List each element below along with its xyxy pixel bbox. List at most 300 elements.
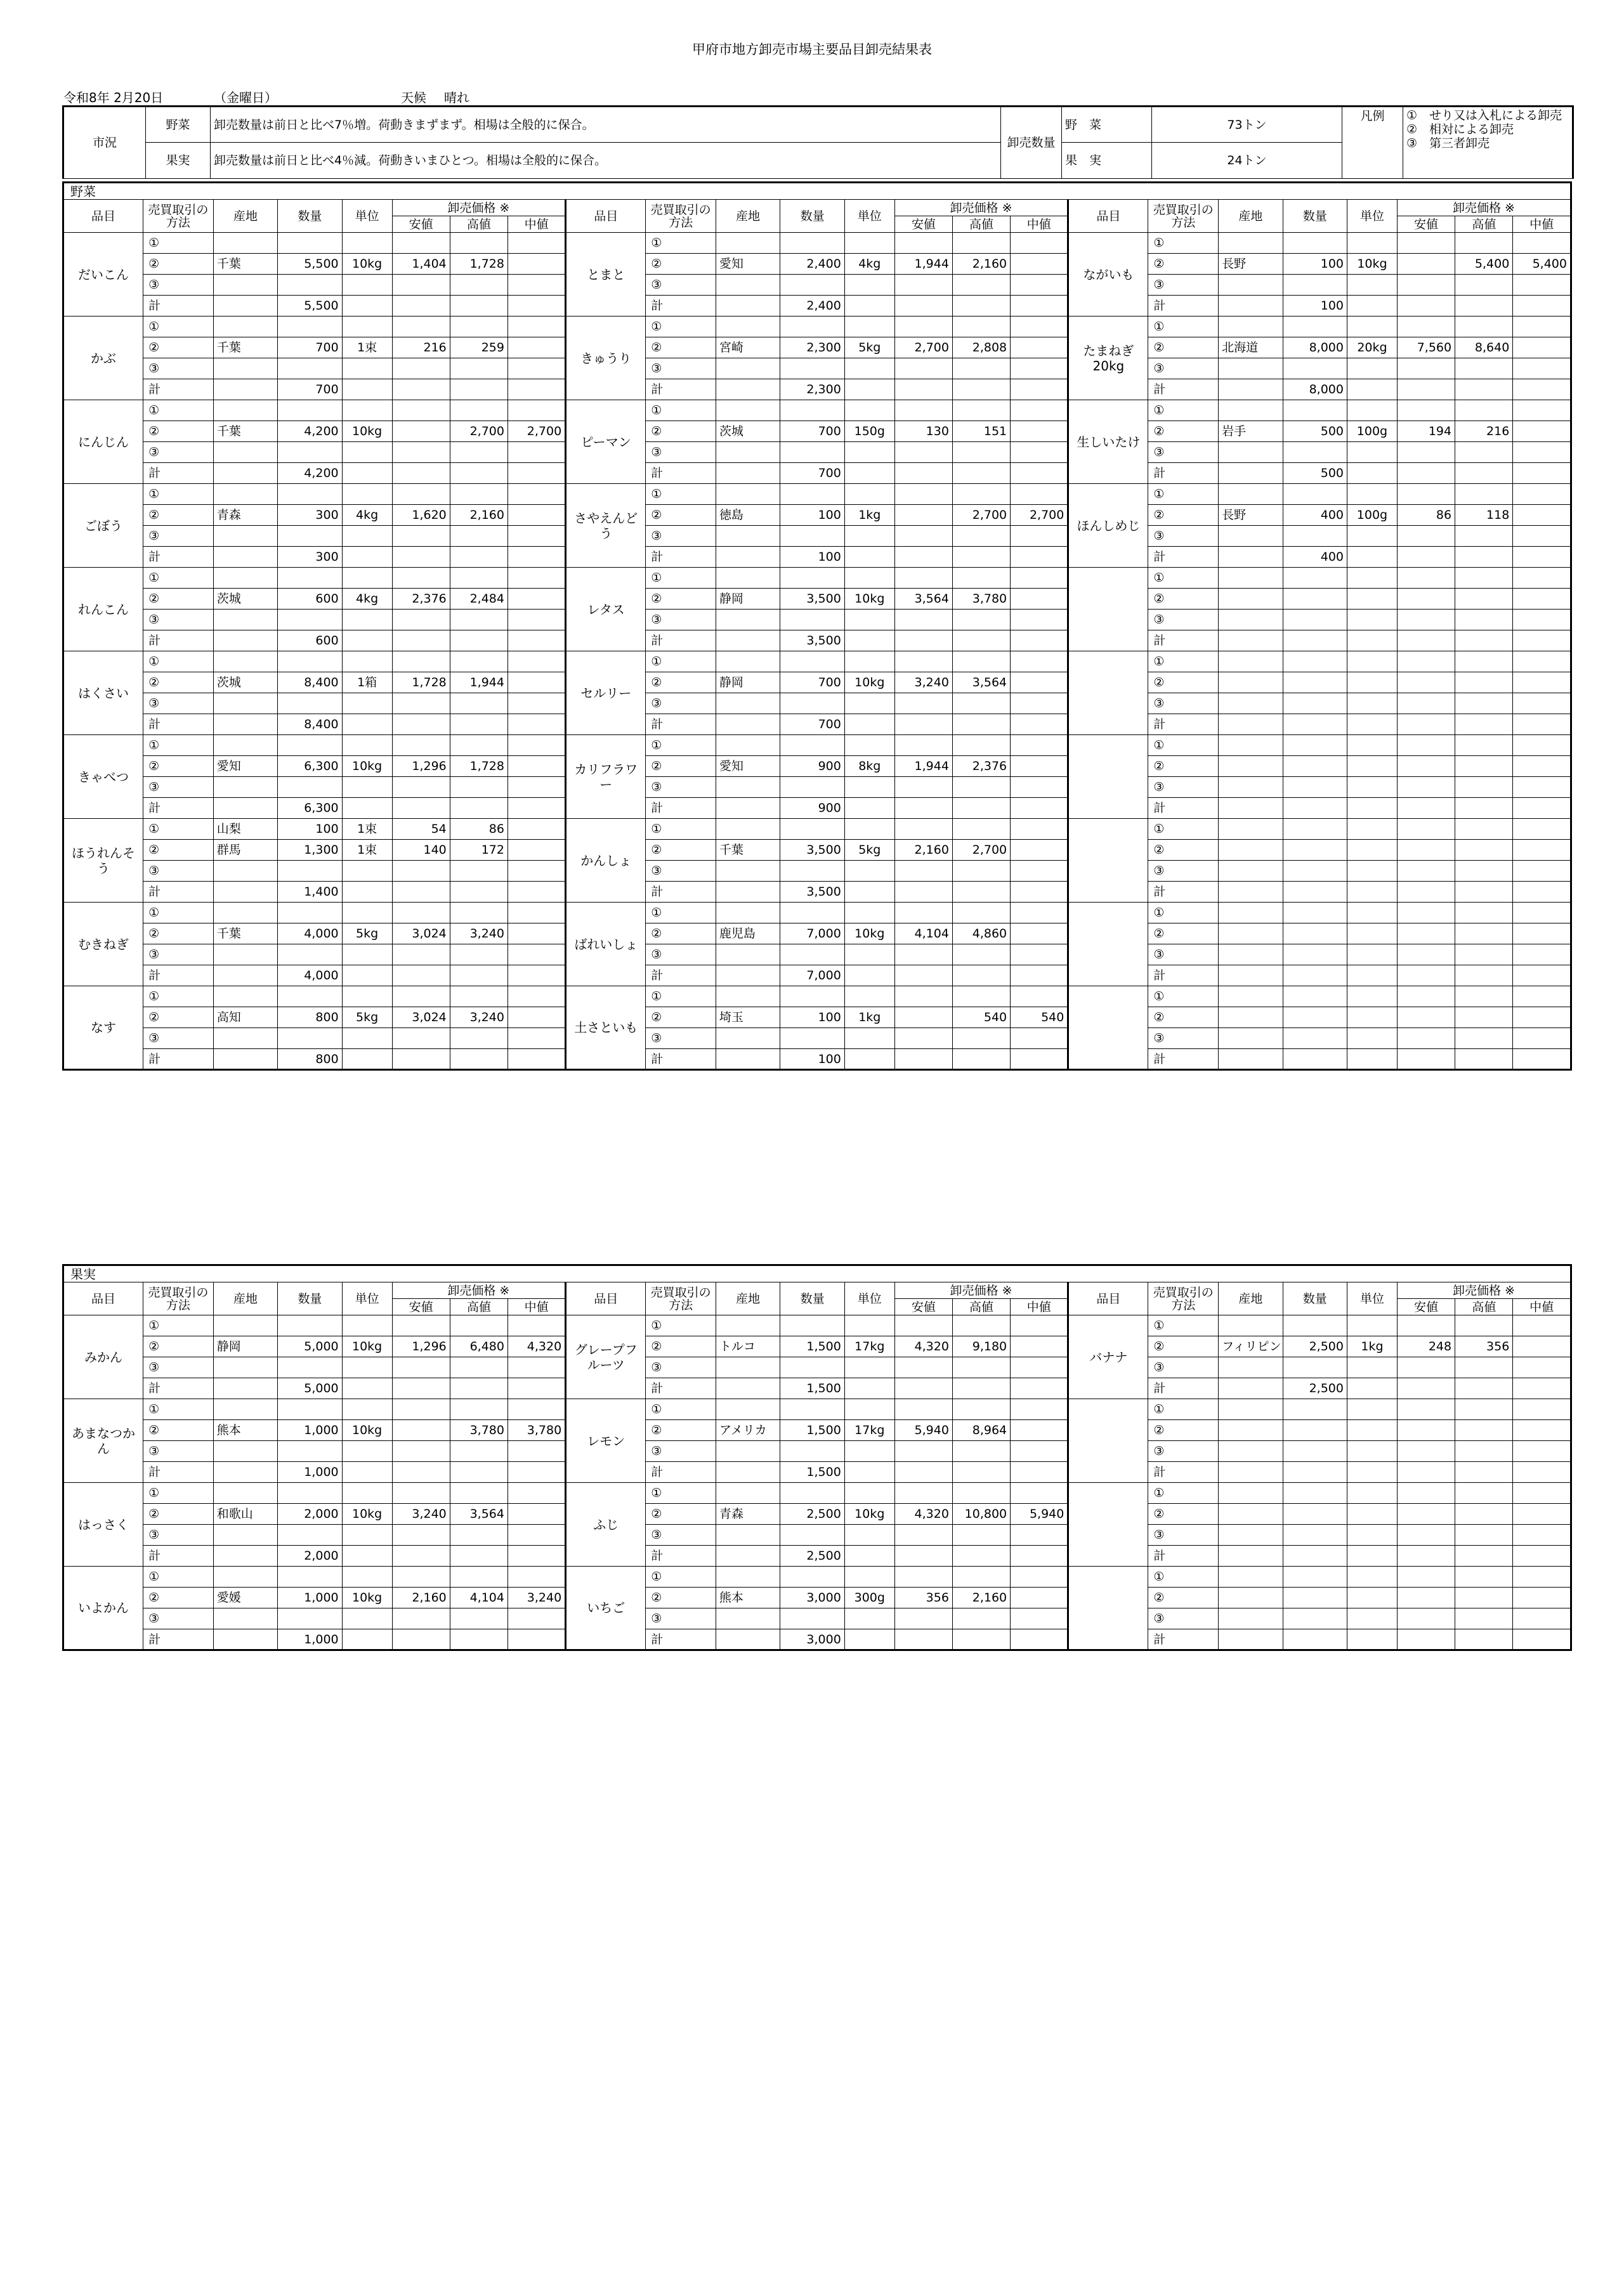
cell-origin: [1219, 296, 1283, 316]
method-marker: ③: [1148, 1441, 1219, 1462]
method-marker: ③: [143, 442, 214, 463]
cell-low: [894, 316, 952, 337]
cell-high: [952, 526, 1010, 547]
cell-low: 3,024: [392, 923, 450, 944]
cell-low: 1,404: [392, 254, 450, 275]
method-marker: 計: [143, 965, 214, 986]
qty-fruit-value: 24トン: [1152, 143, 1342, 179]
cell-high: [450, 965, 508, 986]
method-marker: 計: [646, 965, 716, 986]
cell-mid: [1011, 1629, 1068, 1650]
method-marker: ②: [646, 840, 716, 861]
method-marker: ①: [646, 986, 716, 1007]
veg-section-label: 野菜: [63, 183, 1571, 200]
col-header-mid: 中値: [508, 216, 565, 233]
cell-origin: 山梨: [213, 819, 277, 840]
cell-origin: [716, 1378, 780, 1399]
method-marker: ③: [143, 693, 214, 714]
cell-origin: [716, 547, 780, 568]
cell-origin: [213, 1608, 277, 1629]
cell-mid: [508, 798, 565, 819]
cell-high: [952, 1378, 1010, 1399]
cell-mid: [1513, 233, 1571, 254]
cell-high: [1455, 1608, 1513, 1629]
cell-high: 3,780: [952, 589, 1010, 610]
cell-qty: [1283, 735, 1347, 756]
cell-unit: [844, 1462, 894, 1483]
cell-mid: [1011, 651, 1068, 672]
cell-low: 4,104: [894, 923, 952, 944]
cell-high: 2,160: [952, 254, 1010, 275]
cell-high: [1455, 1378, 1513, 1399]
col-header-qty: 数量: [1283, 1282, 1347, 1315]
cell-mid: [1513, 882, 1571, 903]
cell-high: [952, 610, 1010, 630]
cell-high: [1455, 923, 1513, 944]
cell-low: [392, 358, 450, 379]
cell-high: [1455, 568, 1513, 589]
cell-qty: 3,500: [780, 630, 844, 651]
col-header-low: 安値: [894, 1299, 952, 1315]
cell-qty: 7,000: [780, 965, 844, 986]
table-row: [63, 1378, 1571, 1399]
col-header-qty: 数量: [780, 200, 844, 233]
table-row: [63, 463, 1571, 484]
cell-unit: [844, 1441, 894, 1462]
table-row: [63, 1399, 1571, 1420]
method-marker: 計: [1148, 1049, 1219, 1070]
method-marker: ③: [1148, 777, 1219, 798]
cell-mid: [508, 296, 565, 316]
cell-unit: 1kg: [844, 1007, 894, 1028]
method-marker: ②: [646, 337, 716, 358]
cell-low: [894, 903, 952, 923]
item-name: たまねぎ20kg: [1068, 316, 1148, 400]
cell-qty: 6,300: [278, 798, 342, 819]
cell-origin: [1219, 1420, 1283, 1441]
item-name: レタス: [566, 568, 646, 651]
cell-mid: [508, 1378, 565, 1399]
cell-qty: [1283, 1504, 1347, 1525]
cell-qty: 400: [1283, 547, 1347, 568]
col-header-price: 卸売価格 ※: [894, 200, 1068, 216]
cell-qty: [780, 1028, 844, 1049]
cell-mid: [1513, 819, 1571, 840]
method-marker: ②: [646, 254, 716, 275]
table-row: [63, 840, 1571, 861]
method-marker: ②: [1148, 840, 1219, 861]
cell-origin: [213, 1483, 277, 1504]
cell-qty: [278, 861, 342, 882]
cell-high: [1455, 672, 1513, 693]
cell-low: [392, 463, 450, 484]
cell-origin: [1219, 986, 1283, 1007]
cell-high: [450, 714, 508, 735]
method-marker: 計: [646, 1462, 716, 1483]
cell-mid: [1011, 840, 1068, 861]
cell-mid: [508, 986, 565, 1007]
cell-mid: [1513, 589, 1571, 610]
cell-mid: [1513, 672, 1571, 693]
cell-high: [450, 1525, 508, 1546]
cell-unit: [1347, 610, 1398, 630]
cell-mid: [1011, 986, 1068, 1007]
cell-high: [450, 568, 508, 589]
cell-mid: [508, 254, 565, 275]
cell-low: [894, 1028, 952, 1049]
cell-mid: [508, 233, 565, 254]
method-marker: ①: [1148, 1483, 1219, 1504]
cell-qty: 900: [780, 798, 844, 819]
cell-mid: [1011, 965, 1068, 986]
cell-mid: [1513, 400, 1571, 421]
cell-low: [392, 1420, 450, 1441]
cell-origin: [213, 1525, 277, 1546]
legend-label: 凡例: [1342, 107, 1403, 179]
cell-high: [1455, 233, 1513, 254]
cell-mid: [1513, 840, 1571, 861]
cell-low: 248: [1397, 1336, 1455, 1357]
cell-low: [894, 735, 952, 756]
cell-qty: 600: [278, 589, 342, 610]
cell-qty: 5,500: [278, 296, 342, 316]
method-marker: ②: [1148, 1420, 1219, 1441]
cell-high: [450, 1546, 508, 1567]
cell-origin: [716, 1629, 780, 1650]
cell-mid: [508, 568, 565, 589]
cell-low: [1397, 1028, 1455, 1049]
cell-unit: [844, 651, 894, 672]
cell-qty: 500: [1283, 463, 1347, 484]
cell-qty: 3,000: [780, 1629, 844, 1650]
method-marker: ①: [1148, 651, 1219, 672]
cell-qty: [278, 442, 342, 463]
cell-high: [450, 442, 508, 463]
col-header-method: 売買取引の方法: [646, 1282, 716, 1315]
method-marker: ③: [143, 1441, 214, 1462]
cell-mid: [1513, 1007, 1571, 1028]
method-marker: 計: [1148, 1378, 1219, 1399]
cell-qty: 4,200: [278, 463, 342, 484]
wholesale-qty-label: 卸売数量: [1001, 107, 1062, 179]
cell-high: [1455, 1357, 1513, 1378]
cell-mid: [508, 840, 565, 861]
cell-low: [392, 275, 450, 296]
cell-unit: [1347, 1483, 1398, 1504]
method-marker: ③: [646, 693, 716, 714]
method-marker: 計: [143, 463, 214, 484]
cell-unit: [342, 1028, 392, 1049]
cell-low: [1397, 1007, 1455, 1028]
method-marker: ③: [1148, 1608, 1219, 1629]
cell-origin: [213, 1399, 277, 1420]
method-marker: ②: [646, 1504, 716, 1525]
cell-unit: [1347, 672, 1398, 693]
cell-high: 3,240: [450, 1007, 508, 1028]
item-name: 生しいたけ: [1068, 400, 1148, 484]
method-marker: ③: [143, 777, 214, 798]
cell-unit: [342, 1399, 392, 1420]
table-row: [63, 714, 1571, 735]
cell-low: [1397, 986, 1455, 1007]
table-row: [63, 442, 1571, 463]
cell-origin: [716, 463, 780, 484]
method-marker: ③: [1148, 1357, 1219, 1378]
cell-low: [894, 1483, 952, 1504]
cell-mid: [508, 756, 565, 777]
cell-qty: [1283, 923, 1347, 944]
cell-qty: [1283, 358, 1347, 379]
cell-qty: [780, 1357, 844, 1378]
cell-high: [952, 463, 1010, 484]
cell-qty: 8,400: [278, 672, 342, 693]
cell-low: [894, 400, 952, 421]
cell-high: [952, 693, 1010, 714]
cell-high: [952, 1028, 1010, 1049]
cell-high: 2,700: [952, 505, 1010, 526]
cell-unit: [1347, 944, 1398, 965]
cell-mid: [508, 1399, 565, 1420]
cell-qty: 2,300: [780, 379, 844, 400]
cell-qty: [1283, 568, 1347, 589]
cell-high: [1455, 1007, 1513, 1028]
method-marker: 計: [1148, 1629, 1219, 1650]
cell-mid: [1513, 1462, 1571, 1483]
cell-unit: [844, 233, 894, 254]
cell-mid: [508, 735, 565, 756]
method-marker: ②: [143, 1420, 214, 1441]
cell-unit: [844, 400, 894, 421]
cell-unit: [1347, 484, 1398, 505]
cell-mid: [508, 1357, 565, 1378]
cell-unit: [1347, 1049, 1398, 1070]
cell-unit: 10kg: [342, 756, 392, 777]
cell-unit: [342, 1608, 392, 1629]
market-fruit-text: 卸売数量は前日と比べ4％減。荷動きいまひとつ。相場は全般的に保合。: [211, 143, 1001, 179]
method-marker: ③: [1148, 1525, 1219, 1546]
cell-low: [1397, 1629, 1455, 1650]
cell-high: [450, 944, 508, 965]
cell-qty: [1283, 903, 1347, 923]
table-row: [63, 965, 1571, 986]
col-header-high: 高値: [450, 216, 508, 233]
cell-origin: [1219, 1462, 1283, 1483]
cell-qty: [1283, 1399, 1347, 1420]
cell-qty: 2,500: [780, 1504, 844, 1525]
cell-low: 4,320: [894, 1336, 952, 1357]
cell-unit: [1347, 1028, 1398, 1049]
cell-high: [450, 1441, 508, 1462]
cell-qty: [780, 1608, 844, 1629]
cell-origin: [716, 882, 780, 903]
cell-qty: 100: [780, 505, 844, 526]
cell-origin: [213, 1546, 277, 1567]
cell-high: [952, 882, 1010, 903]
method-marker: ②: [143, 756, 214, 777]
cell-low: [392, 986, 450, 1007]
cell-qty: 1,500: [780, 1462, 844, 1483]
cell-qty: [780, 1525, 844, 1546]
col-header-qty: 数量: [278, 200, 342, 233]
col-header-qty: 数量: [1283, 200, 1347, 233]
cell-high: [952, 1525, 1010, 1546]
cell-mid: [1513, 798, 1571, 819]
cell-low: [1397, 296, 1455, 316]
cell-mid: [508, 861, 565, 882]
cell-qty: [1283, 1049, 1347, 1070]
item-name: [1068, 819, 1148, 903]
cell-qty: [278, 1567, 342, 1588]
table-row: [63, 693, 1571, 714]
cell-qty: [780, 610, 844, 630]
cell-qty: [1283, 1608, 1347, 1629]
table-row: [63, 923, 1571, 944]
cell-low: [392, 1315, 450, 1336]
cell-high: [952, 316, 1010, 337]
method-marker: ②: [646, 923, 716, 944]
cell-mid: [1011, 903, 1068, 923]
cell-mid: [1513, 358, 1571, 379]
item-name: かんしょ: [566, 819, 646, 903]
cell-unit: [1347, 861, 1398, 882]
col-header-high: 高値: [1455, 216, 1513, 233]
cell-qty: [780, 400, 844, 421]
method-marker: ③: [143, 358, 214, 379]
method-marker: 計: [646, 630, 716, 651]
cell-mid: [1011, 526, 1068, 547]
cell-unit: [844, 316, 894, 337]
cell-unit: [1347, 1315, 1398, 1336]
cell-unit: 4kg: [342, 505, 392, 526]
cell-high: [450, 233, 508, 254]
cell-qty: 2,300: [780, 337, 844, 358]
cell-high: [1455, 358, 1513, 379]
cell-mid: [1011, 379, 1068, 400]
cell-unit: [844, 484, 894, 505]
col-header-origin: 産地: [213, 1282, 277, 1315]
cell-origin: [716, 819, 780, 840]
cell-origin: [213, 735, 277, 756]
cell-qty: 2,500: [1283, 1336, 1347, 1357]
cell-mid: [1011, 547, 1068, 568]
cell-mid: [1513, 1525, 1571, 1546]
cell-mid: [508, 777, 565, 798]
table-row: [63, 1525, 1571, 1546]
cell-mid: [1513, 651, 1571, 672]
cell-mid: [1011, 358, 1068, 379]
cell-mid: [508, 923, 565, 944]
item-name: はくさい: [63, 651, 143, 735]
method-marker: ①: [143, 651, 214, 672]
col-header-high: 高値: [450, 1299, 508, 1315]
method-marker: ②: [1148, 421, 1219, 442]
method-marker: ③: [646, 777, 716, 798]
cell-mid: 3,780: [508, 1420, 565, 1441]
cell-unit: 4kg: [342, 589, 392, 610]
cell-origin: [1219, 1588, 1283, 1608]
cell-low: 2,376: [392, 589, 450, 610]
cell-high: [450, 1483, 508, 1504]
cell-high: 5,400: [1455, 254, 1513, 275]
item-name: レモン: [566, 1399, 646, 1483]
cell-origin: 茨城: [716, 421, 780, 442]
cell-qty: [1283, 1420, 1347, 1441]
item-name: なす: [63, 986, 143, 1070]
cell-qty: 2,000: [278, 1546, 342, 1567]
cell-qty: [1283, 1567, 1347, 1588]
cell-mid: [508, 505, 565, 526]
cell-mid: [1513, 861, 1571, 882]
table-row: [63, 1588, 1571, 1608]
cell-high: [1455, 1420, 1513, 1441]
cell-high: [450, 484, 508, 505]
cell-mid: [1513, 568, 1571, 589]
method-marker: ③: [143, 1357, 214, 1378]
cell-high: [1455, 944, 1513, 965]
report-date: 令和8年 2月20日: [63, 90, 164, 105]
cell-origin: 高知: [213, 1007, 277, 1028]
cell-qty: [1283, 1525, 1347, 1546]
cell-mid: 540: [1011, 1007, 1068, 1028]
cell-mid: [1011, 672, 1068, 693]
cell-high: 3,780: [450, 1420, 508, 1441]
cell-mid: [1011, 1483, 1068, 1504]
cell-low: [1397, 1504, 1455, 1525]
cell-qty: [278, 1441, 342, 1462]
cell-qty: [780, 442, 844, 463]
cell-high: [1455, 651, 1513, 672]
method-marker: ①: [143, 233, 214, 254]
cell-low: [392, 484, 450, 505]
col-header-high: 高値: [1455, 1299, 1513, 1315]
cell-qty: [1283, 1007, 1347, 1028]
cell-low: [894, 714, 952, 735]
cell-origin: トルコ: [716, 1336, 780, 1357]
table-row: [63, 1504, 1571, 1525]
cell-high: [450, 1608, 508, 1629]
method-marker: ②: [646, 421, 716, 442]
cell-unit: [1347, 568, 1398, 589]
cell-qty: 1,500: [780, 1378, 844, 1399]
cell-high: [450, 463, 508, 484]
cell-unit: [844, 630, 894, 651]
method-marker: ③: [143, 861, 214, 882]
cell-low: [894, 1546, 952, 1567]
method-marker: 計: [1148, 1546, 1219, 1567]
cell-low: [894, 944, 952, 965]
cell-unit: [844, 442, 894, 463]
cell-high: 4,860: [952, 923, 1010, 944]
cell-mid: [1513, 903, 1571, 923]
cell-high: [952, 547, 1010, 568]
col-header-item: 品目: [1068, 1282, 1148, 1315]
cell-qty: [278, 903, 342, 923]
cell-unit: [342, 798, 392, 819]
col-header-unit: 単位: [342, 1282, 392, 1315]
cell-origin: [1219, 1378, 1283, 1399]
method-marker: 計: [1148, 714, 1219, 735]
cell-unit: [342, 1357, 392, 1378]
item-name: れんこん: [63, 568, 143, 651]
col-header-method: 売買取引の方法: [1148, 200, 1219, 233]
cell-unit: 1kg: [1347, 1336, 1398, 1357]
cell-unit: 5kg: [844, 337, 894, 358]
cell-origin: [213, 944, 277, 965]
cell-origin: [1219, 400, 1283, 421]
cell-mid: [508, 358, 565, 379]
vegetable-table: [62, 181, 1572, 1071]
cell-unit: 1束: [342, 337, 392, 358]
